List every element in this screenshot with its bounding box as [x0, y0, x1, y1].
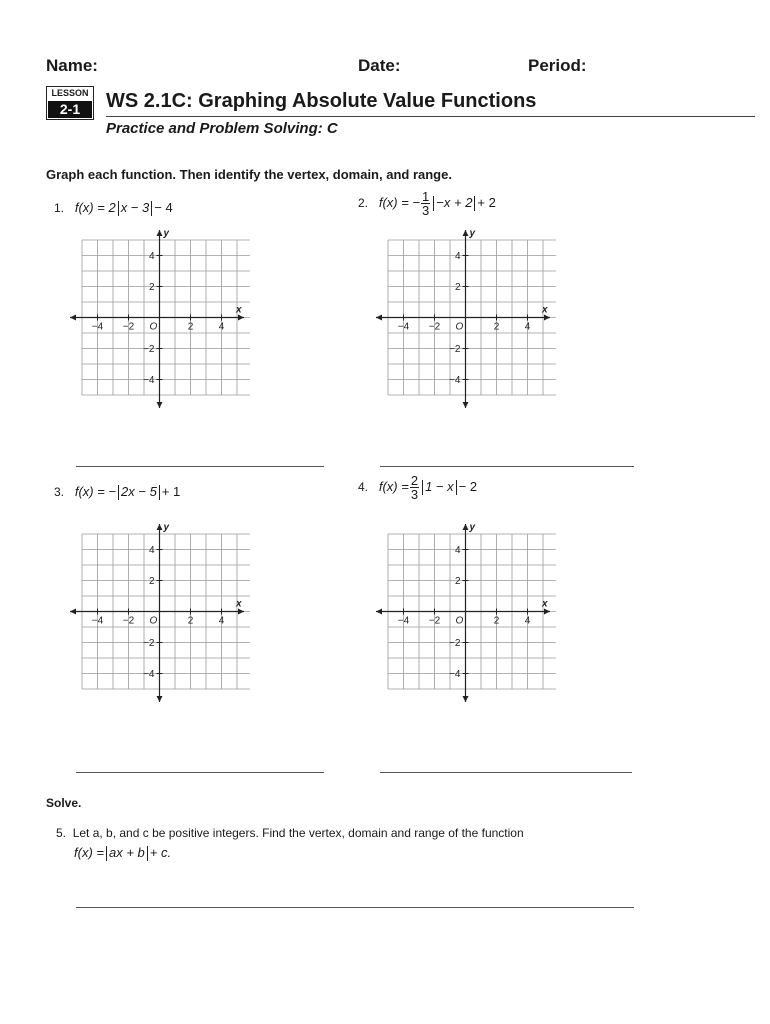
date-label: Date: [358, 56, 401, 75]
x-tick-label: −2 [428, 321, 441, 333]
y-axis-label: y [163, 522, 170, 533]
problem-5-statement: Let a, b, and c be positive integers. Find the vertex, domain and range of the function [72, 826, 524, 840]
problem-equation-rhs: + 2 [477, 194, 496, 210]
y-tick-label: −2 [143, 344, 155, 355]
problem-number: 1. [54, 201, 65, 215]
problem-equation-lhs: f(x) = [74, 845, 104, 860]
origin-label: O [455, 321, 464, 333]
x-axis-arrow-left [376, 315, 382, 321]
x-axis-label: x [236, 598, 242, 610]
problem-number: 4. [358, 479, 369, 494]
y-axis-label: y [469, 522, 476, 533]
y-tick-label: −4 [449, 375, 461, 386]
problem-equation-rhs: − 2 [458, 478, 478, 494]
y-axis-arrow-down [157, 402, 163, 408]
answer-line-3[interactable] [76, 772, 324, 773]
x-tick-label: −4 [91, 321, 104, 333]
x-tick-label: −2 [122, 321, 135, 333]
problem-equation-rhs: + c. [149, 845, 172, 860]
y-axis-arrow-up [463, 230, 469, 236]
x-tick-label: 2 [187, 615, 194, 627]
x-axis-label: x [542, 598, 548, 610]
x-tick-label: −4 [91, 615, 104, 627]
y-axis-arrow-down [157, 696, 163, 702]
coordinate-grid-2[interactable] [372, 226, 556, 410]
x-tick-label: 2 [493, 321, 500, 333]
fraction: $\frac{1}{3}$ [422, 189, 430, 218]
problem-2 [358, 190, 496, 217]
y-tick-label: 4 [454, 545, 461, 556]
y-tick-label: 4 [148, 251, 155, 262]
y-axis-arrow-down [463, 402, 469, 408]
problem-4 [358, 474, 477, 501]
problem-equation-lhs: f(x) = − [74, 484, 117, 499]
y-axis-arrow-up [463, 524, 469, 530]
x-axis-arrow-left [376, 609, 382, 615]
problem-equation-lhs: f(x) = − [378, 194, 421, 210]
y-tick-label: 4 [148, 545, 155, 556]
problem-1 [54, 200, 173, 216]
coordinate-grid-4[interactable] [372, 520, 556, 704]
instructions: Graph each function. Then identify the vertex, domain, and range. [46, 167, 452, 182]
answer-line-2[interactable] [380, 466, 634, 467]
problem-number: 2. [358, 195, 369, 210]
problem-equation-abs: 2x − 5 [121, 484, 157, 499]
y-axis-label: y [469, 228, 476, 239]
x-tick-label: 2 [493, 615, 500, 627]
y-tick-label: 2 [454, 282, 461, 293]
origin-label: O [455, 615, 464, 627]
problem-equation-lhs: f(x) = [378, 478, 409, 494]
worksheet-title: WS 2.1C: Graphing Absolute Value Functions [106, 90, 537, 112]
x-axis-arrow-left [70, 315, 76, 321]
problem-equation-rhs: + 1 [161, 484, 181, 499]
lesson-number: 2-1 [48, 101, 92, 118]
problem-number: 5. [56, 826, 67, 840]
lesson-badge [46, 86, 94, 120]
origin-label: O [149, 615, 158, 627]
x-axis-label: x [542, 304, 548, 316]
answer-line-1[interactable] [76, 466, 324, 467]
x-tick-label: 2 [187, 321, 194, 333]
x-axis-arrow-left [70, 609, 76, 615]
period-label: Period: [528, 56, 587, 75]
y-axis-arrow-down [463, 696, 469, 702]
problem-equation-abs: x − 3 [120, 200, 150, 215]
fraction: $\frac{2}{3}$ [410, 473, 419, 502]
y-axis-arrow-up [157, 524, 163, 530]
y-tick-label: −4 [143, 669, 155, 680]
y-tick-label: −2 [449, 344, 461, 355]
y-tick-label: −4 [449, 669, 461, 680]
x-tick-label: −2 [122, 615, 135, 627]
problem-3 [54, 484, 180, 500]
y-tick-label: −2 [449, 638, 461, 649]
y-tick-label: 2 [454, 576, 461, 587]
coordinate-grid-1[interactable] [66, 226, 250, 410]
x-tick-label: 4 [524, 321, 531, 333]
solve-heading: Solve. [46, 796, 82, 810]
y-tick-label: 4 [454, 251, 461, 262]
problem-equation-rhs: − 4 [154, 200, 173, 215]
y-axis-arrow-up [157, 230, 163, 236]
x-tick-label: −4 [397, 615, 410, 627]
y-axis-label: y [163, 228, 170, 239]
problem-equation-abs: ax + b [108, 845, 145, 860]
lesson-word: LESSON [51, 88, 89, 98]
y-tick-label: 2 [148, 576, 155, 587]
y-tick-label: 2 [148, 282, 155, 293]
y-tick-label: −4 [143, 375, 155, 386]
x-tick-label: −4 [397, 321, 410, 333]
problem-equation-abs: 1 − x [425, 478, 454, 494]
x-tick-label: 4 [218, 615, 225, 627]
origin-label: O [149, 321, 158, 333]
title-divider [106, 116, 755, 117]
worksheet-subtitle: Practice and Problem Solving: C [106, 120, 338, 137]
problem-number: 3. [54, 485, 65, 499]
problem-5-equation [74, 845, 171, 861]
problem-equation-lhs: f(x) = 2 [74, 200, 116, 215]
x-axis-label: x [236, 304, 242, 316]
problem-equation-abs: −x + 2 [436, 194, 473, 210]
x-tick-label: −2 [428, 615, 441, 627]
problem-5-text [56, 826, 524, 840]
name-label: Name: [46, 56, 98, 75]
answer-line-5[interactable] [76, 907, 634, 908]
x-tick-label: 4 [524, 615, 531, 627]
x-tick-label: 4 [218, 321, 225, 333]
answer-line-4[interactable] [380, 772, 632, 773]
y-tick-label: −2 [143, 638, 155, 649]
coordinate-grid-3[interactable] [66, 520, 250, 704]
